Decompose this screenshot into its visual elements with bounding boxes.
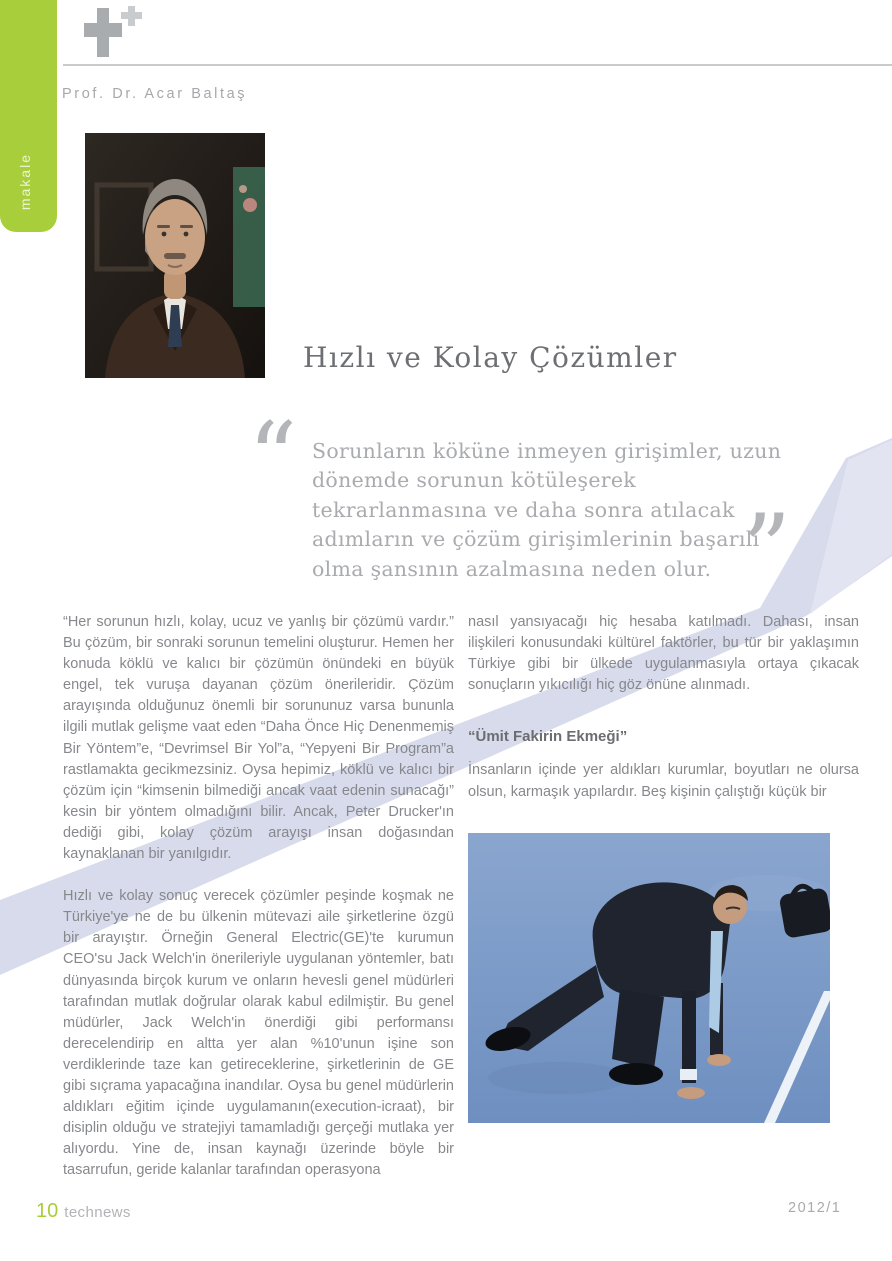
section-tab (0, 0, 57, 232)
cabinet-ornament (243, 198, 257, 212)
sprinter-businessman-photo (468, 833, 830, 1123)
pull-quote-line: adımların ve çözüm girişimlerinin başarılı (312, 527, 760, 552)
article-title: Hızlı ve Kolay Çözümler (303, 341, 678, 374)
suit-torso (593, 882, 730, 999)
body-column-left (63, 612, 454, 1202)
pull-quote (312, 437, 792, 584)
mustache (164, 253, 186, 259)
shoe-front (609, 1063, 663, 1085)
face (145, 199, 205, 275)
hand-front (677, 1087, 705, 1099)
paragraph: nasıl yansıyacağı hiç hesaba katılmadı. Dahası, insan ilişkileri konusundaki kültürel faktörler, bu tür bir yaklaşımın Türkiye gibi bir ülkede uygulanmasıyla ortaya çıkacak sonuçların yıkıcılığı hiç göz önüne alınmadı. (468, 614, 859, 694)
cabinet-ornament-2 (239, 185, 247, 193)
plus-cross-icon (84, 6, 144, 64)
body-column-right (468, 612, 859, 824)
magazine-name: technews (64, 1204, 131, 1221)
paragraph: Hızlı ve kolay sonuç verecek çözümler peşinde koşmak ne Türkiye'ye ne de bu ülkenin mütevazi aile şirketlerine özgü bir arayıştır. Örneğin General Electric(GE)'te kurumun CEO'su Jack Welch'in önerileriyle uygulanan yöntemler, batı dünyasında birçok kurum ve onların hevesli genel müdürleri tarafından mutlak doğrular olarak kabul edilmiştir. Bu genel müdürler, Jack Welch'in önerdiği gibi performansı derecelendirip en altta yer alan %10'unun işine son verdiklerinde taze kan getireceklerine, şirketlerinin de GE gibi sıçrama yapacağına inandılar. Oysa bu genel müdürlerin aldıkları eğitim içinde uygulamanın(execution-icraat), bir disiplin olduğu ve stratejiyi tamamladığı gerçeği mutlaka yer alıyordu. Yine de, insan kaynağı üzerinde böyle bir tasarrufun, geride kalanlar tarafından operasyona (63, 888, 454, 1179)
paragraph: “Her sorunun hızlı, kolay, ucuz ve yanlış bir çözümü vardır.” Bu çözüm, bir sonraki sorunun temelini oluşturur. Hemen her konuda köklü ve kalıcı bir çözümün önündeki en büyük engel, tek vuruşa dayanan çözüm önerileridir. Çözüm arayışında olduğunuz önemli bir sorununuz varsa bununla ilgili mutlak gelişme vaat eden “Daha Önce Hiç Denenmemiş Bir Yöntem”e, “Devrimsel Bir Yol”a, “Yepyeni Bir Program”a rastlamakta gecikmezsiniz. Oysa hepimiz, köklü ve kalıcı bir çözüm için “kimsenin bilmediği ancak vaat edenin sunacağı” kesin bir yöntem olmadığını bilir. Ancak, Peter Drucker'ın dediği gibi, kolay çözüm arayışı insan doğasından kaynaklanan bir yanılgıdır. (63, 614, 454, 863)
large-cross-shape (84, 8, 122, 57)
paragraph: İnsanların içinde yer aldıkları kurumlar, boyutları ne olursa olsun, karmaşık yapılardır. Beş kişinin çalıştığı küçük bir (468, 762, 859, 800)
small-cross-shape (121, 6, 142, 26)
issue-label: 2012/1 (788, 1200, 842, 1216)
shirt-cuff (680, 1069, 697, 1080)
eyebrow-left (157, 225, 170, 228)
track-shading (488, 1062, 628, 1094)
eye-left (162, 232, 167, 237)
eye-right (184, 232, 189, 237)
author-portrait-photo (85, 133, 265, 378)
pull-quote-line: tekrarlanmasına ve daha sonra atılacak (312, 497, 735, 522)
eyebrow-right (180, 225, 193, 228)
hand-back (707, 1054, 731, 1066)
briefcase-body (779, 887, 830, 939)
section-tab-label: makale (17, 152, 33, 210)
subheading: “Ümit Fakirin Ekmeği” (468, 728, 628, 746)
header-divider (63, 64, 892, 66)
author-name: Prof. Dr. Acar Baltaş (62, 86, 248, 102)
close-quote-mark: ” (742, 494, 792, 606)
pull-quote-line: dönemde sorunun kötüleşerek (312, 468, 636, 493)
green-cabinet (233, 167, 265, 307)
pull-quote-line: Sorunların köküne inmeyen girişimler, uzun (312, 439, 782, 463)
footer-left (36, 1200, 131, 1223)
pull-quote-line: olma şansının azalmasına neden olur. (312, 556, 712, 581)
page-number: 10 (36, 1200, 59, 1222)
open-quote-mark: “ (248, 402, 298, 514)
